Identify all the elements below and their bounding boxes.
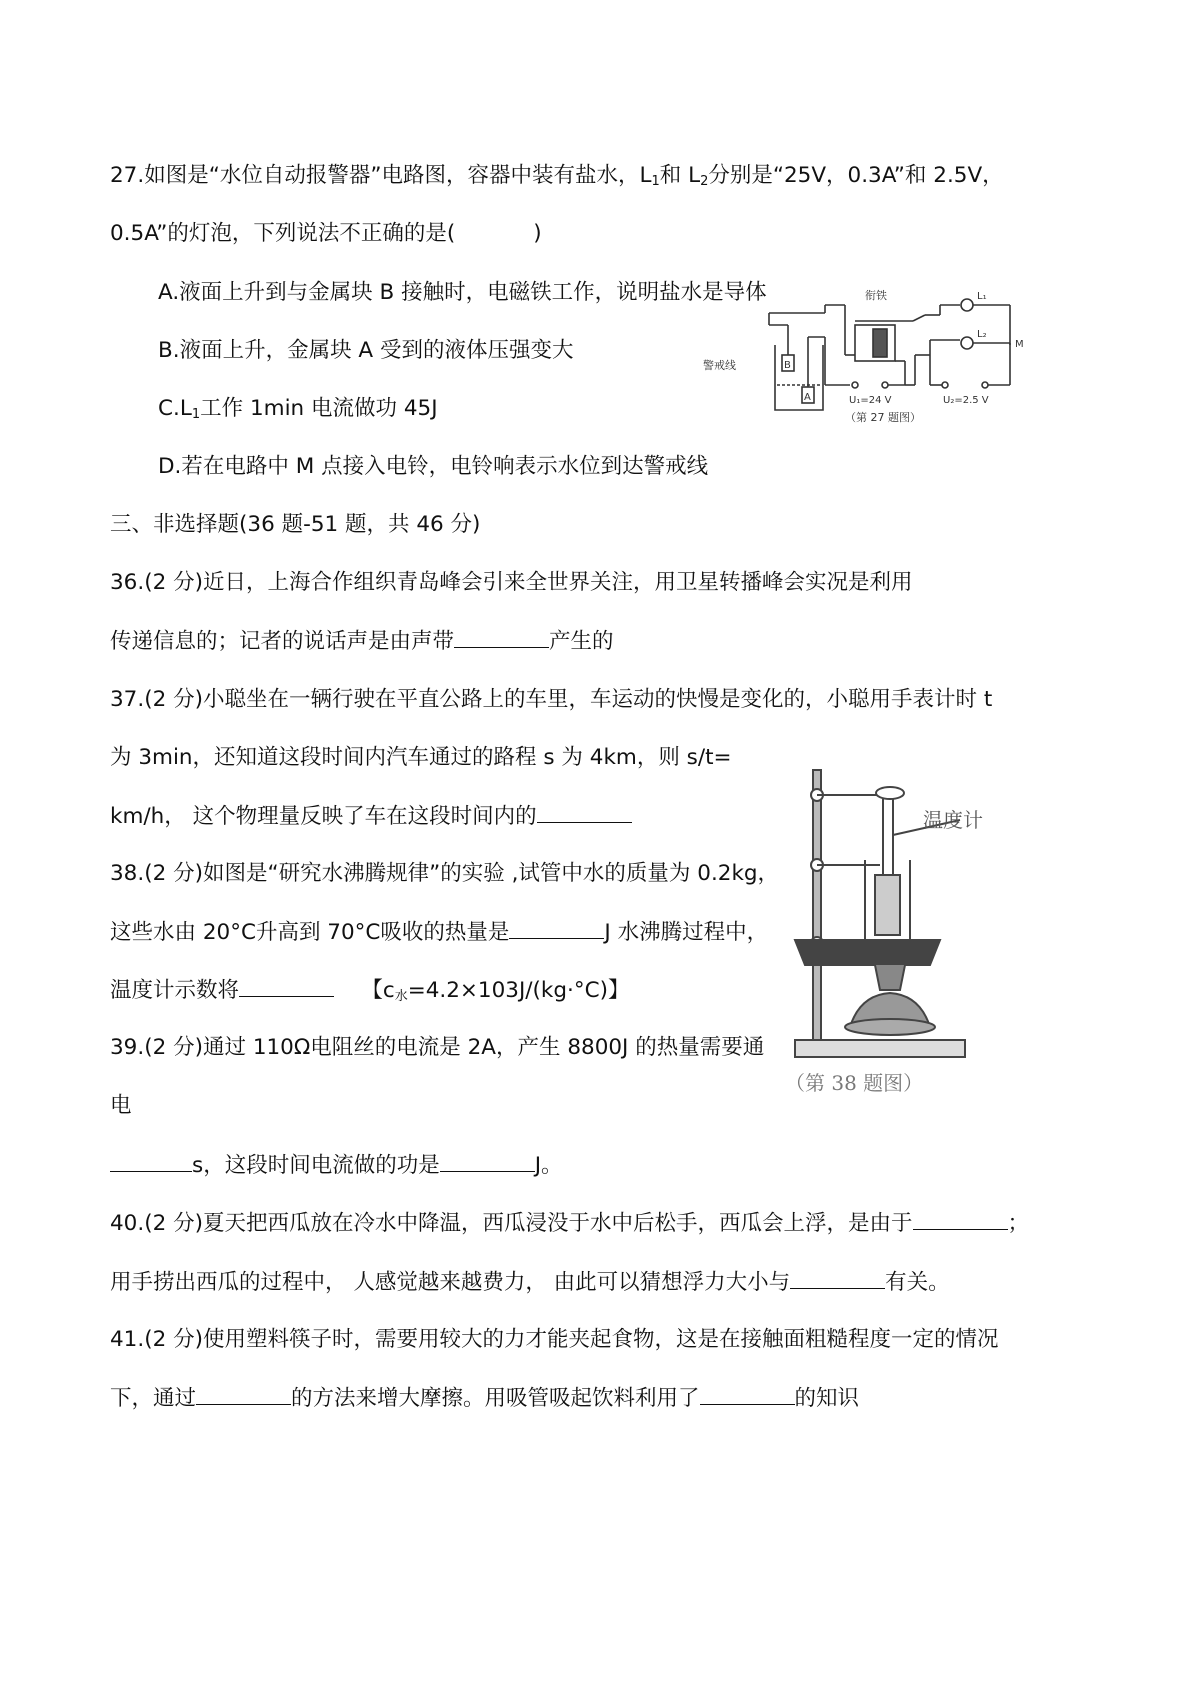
figure-27-caption: （第 27 题图） (845, 411, 921, 424)
q39-line-2: 电 (110, 1093, 132, 1118)
answer-blank[interactable] (509, 916, 604, 939)
q39-line-3: s，这段时间电流做的功是 J。 (110, 1149, 563, 1182)
l1-label: L₁ (977, 291, 987, 302)
q27-line-1: 27.如图是“水位自动报警器”电路图，容器中装有盐水，$L_1$和 $L_2$分别是“25V，0.3A”和 2.5V， (110, 163, 1004, 189)
m-label: M (1015, 339, 1024, 350)
answer-blank[interactable] (440, 1149, 535, 1172)
figure-38-caption: （第 38 题图） (785, 1071, 924, 1095)
answer-blank[interactable] (913, 1207, 1008, 1230)
q27-line-2: 0.5A”的灯泡，下列说法不正确的是( ) (110, 221, 542, 246)
q36-line-2: 传递信息的；记者的说话声是由声带 产生的 (110, 625, 614, 658)
q40-line-2: 用手捞出西瓜的过程中， 人感觉越来越费力， 由此可以猜想浮力大小与 有关。 (110, 1266, 950, 1299)
q38-line-2: 这些水由 20°C升高到 70°C吸收的热量是 J 水沸腾过程中， (110, 916, 768, 949)
answer-blank[interactable] (196, 1382, 291, 1405)
answer-blank[interactable] (700, 1382, 795, 1405)
q37-line-2: 为 3min，还知道这段时间内汽车通过的路程 s 为 4km，则 s/t= (110, 745, 732, 770)
answer-blank[interactable] (454, 625, 549, 648)
answer-blank[interactable] (537, 800, 632, 823)
electrode-b-label: B (784, 360, 791, 371)
warning-line-label: 警戒线 (703, 359, 736, 372)
q41-line-2: 下，通过 的方法来增大摩擦。用吸管吸起饮料利用了 的知识 (110, 1382, 859, 1415)
l2-label: L₂ (977, 329, 987, 340)
figure-27-circuit (703, 285, 1055, 430)
u1-label: U₁=24 V (849, 395, 892, 406)
thermometer-label: 温度计 (923, 808, 983, 832)
u2-label: U₂=2.5 V (943, 395, 989, 406)
q37-line-3: km/h， 这个物理量反映了车在这段时间内的 (110, 800, 632, 833)
q39-line-1: 39.(2 分)通过 110Ω电阻丝的电流是 2A，产生 8800J 的热量需要通 (110, 1035, 765, 1060)
electrode-a-label: A (804, 392, 811, 403)
q27-option-d: D.若在电路中 M 点接入电铃，电铃响表示水位到达警戒线 (158, 454, 709, 479)
armature-label: 衔铁 (865, 289, 887, 302)
q37-line-1: 37.(2 分)小聪坐在一辆行驶在平直公路上的车里，车运动的快慢是变化的，小聪用手表计时 t (110, 687, 993, 712)
q41-line-1: 41.(2 分)使用塑料筷子时，需要用较大的力才能夹起食物，这是在接触面粗糙程度一定的情况 (110, 1327, 999, 1352)
q36-line-1: 36.(2 分)近日，上海合作组织青岛峰会引来全世界关注，用卫星转播峰会实况是利用 (110, 570, 913, 595)
q27-option-a: A.液面上升到与金属块 B 接触时，电磁铁工作，说明盐水是导体 (158, 280, 767, 305)
q38-line-1: 38.(2 分)如图是“研究水沸腾规律”的实验 ,试管中水的质量为 0.2kg， (110, 861, 780, 886)
q27-option-c: $C.L_1$工作 1min 电流做功 45J (158, 396, 438, 422)
answer-blank[interactable] (790, 1266, 885, 1289)
answer-blank[interactable] (110, 1149, 192, 1172)
answer-blank[interactable] (239, 974, 334, 997)
figure-38-apparatus (785, 765, 1025, 1100)
q27-option-b: B.液面上升，金属块 A 受到的液体压强变大 (158, 338, 574, 363)
section-3-heading: 三、非选择题(36 题-51 题，共 46 分) (110, 512, 481, 537)
q40-line-1: 40.(2 分)夏天把西瓜放在冷水中降温，西瓜浸没于水中后松手，西瓜会上浮，是由于 ； (110, 1207, 1029, 1240)
q38-line-3: 温度计示数将 【$c_水=4.2\times 103J/(kg\cdot^\circ C)$】 (110, 974, 630, 1013)
